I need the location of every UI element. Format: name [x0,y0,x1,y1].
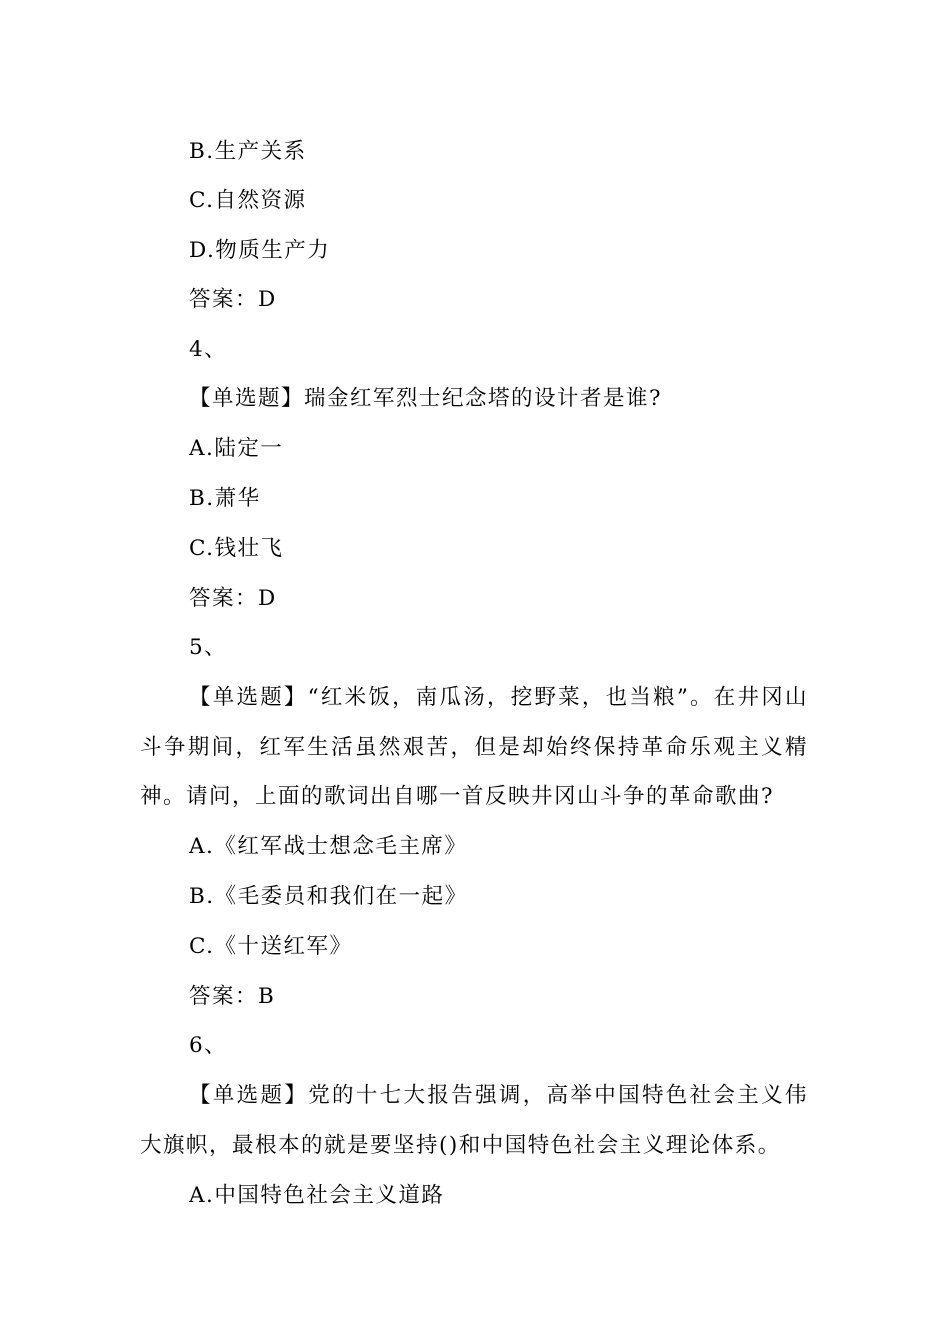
q4-option-c: C.钱壮飞 [189,536,284,561]
q5-option-b: B.《毛委员和我们在一起》 [189,884,468,909]
q3-option-d: D.物质生产力 [189,238,331,263]
q3-answer: 答案：D [189,287,277,312]
q5-option-c: C.《十送红军》 [189,934,353,959]
q6-number: 6、 [189,1033,228,1058]
q3-option-b: B.生产关系 [189,139,307,164]
q4-option-b: B.萧华 [189,486,261,511]
q6-option-a: A.中国特色社会主义道路 [189,1183,445,1208]
q5-answer: 答案：B [189,984,276,1009]
q6-question: 【单选题】党的十七大报告强调，高举中国特色社会主义伟大旗帜，最根本的就是要坚持()和中国特色社会主义理论体系。 [140,1083,808,1158]
q4-question: 【单选题】瑞金红军烈士纪念塔的设计者是谁? [189,386,663,411]
q3-option-c: C.自然资源 [189,188,307,213]
q4-number: 4、 [189,337,228,362]
q5-number: 5、 [189,635,228,660]
q4-option-a: A.陆定一 [189,436,284,461]
q4-answer: 答案：D [189,586,277,611]
q5-option-a: A.《红军战士想念毛主席》 [189,834,468,859]
q5-question: 【单选题】“红米饭，南瓜汤，挖野菜，也当粮”。在井冈山斗争期间，红军生活虽然艰苦，但是却始终保持革命乐观主义精神。请问，上面的歌词出自哪一首反映井冈山斗争的革命歌曲? [140,685,808,809]
